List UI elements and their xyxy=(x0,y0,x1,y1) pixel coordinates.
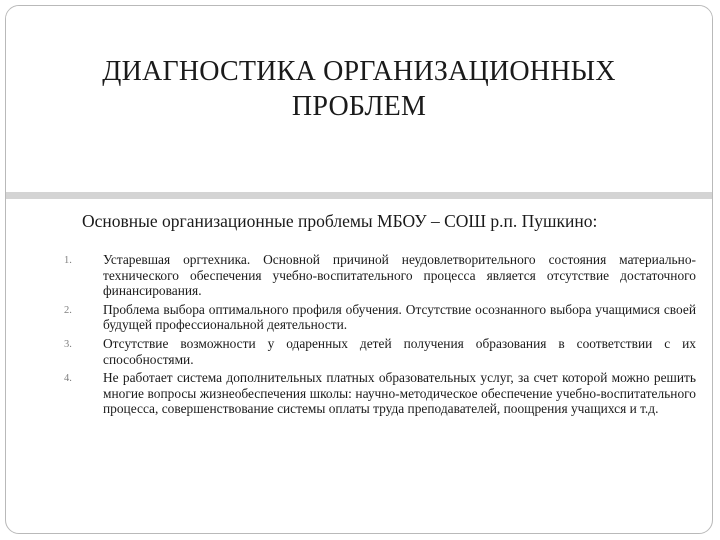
slide-title: ДИАГНОСТИКА ОРГАНИЗАЦИОННЫХ ПРОБЛЕМ xyxy=(102,56,616,122)
list-item-number: 3. xyxy=(64,338,72,350)
list-item-number: 1. xyxy=(64,255,72,266)
list-item-text: Отсутствие возможности у одаренных детей получения образования в соответствии с их способностями. xyxy=(103,335,696,367)
list-item-text: Проблема выбора оптимального профиля обучения. Отсутствие осознанного выбора учащимися своей будущей профессиональной деятельности. xyxy=(103,301,696,333)
list-item xyxy=(64,302,696,333)
list-item-text: Устаревшая оргтехника. Основной причиной неудовлетворительного состояния материально-технического обеспечения учебно-воспитательного процесса является отсутствие достаточного финансирования. xyxy=(103,252,696,299)
list-item xyxy=(64,370,696,417)
title-area xyxy=(6,6,712,199)
slide xyxy=(5,5,713,534)
list-item-text: Не работает система дополнительных платных образовательных услуг, за счет которой можно решить многие вопросы жизнеобеспечения школы: научно-методическое обеспечение учебно-воспитательного процесса, совершенствование системы оплаты труда преподавателей, поощрения учащихся и т.д. xyxy=(103,370,696,417)
list-item xyxy=(64,336,696,367)
slide-subtitle: Основные организационные проблемы МБОУ – СОШ р.п. Пушкино: xyxy=(82,211,598,231)
list-item-number: 2. xyxy=(64,304,72,316)
list-item-number: 4. xyxy=(64,373,72,385)
list-item xyxy=(64,252,696,299)
problems-list xyxy=(64,252,696,420)
